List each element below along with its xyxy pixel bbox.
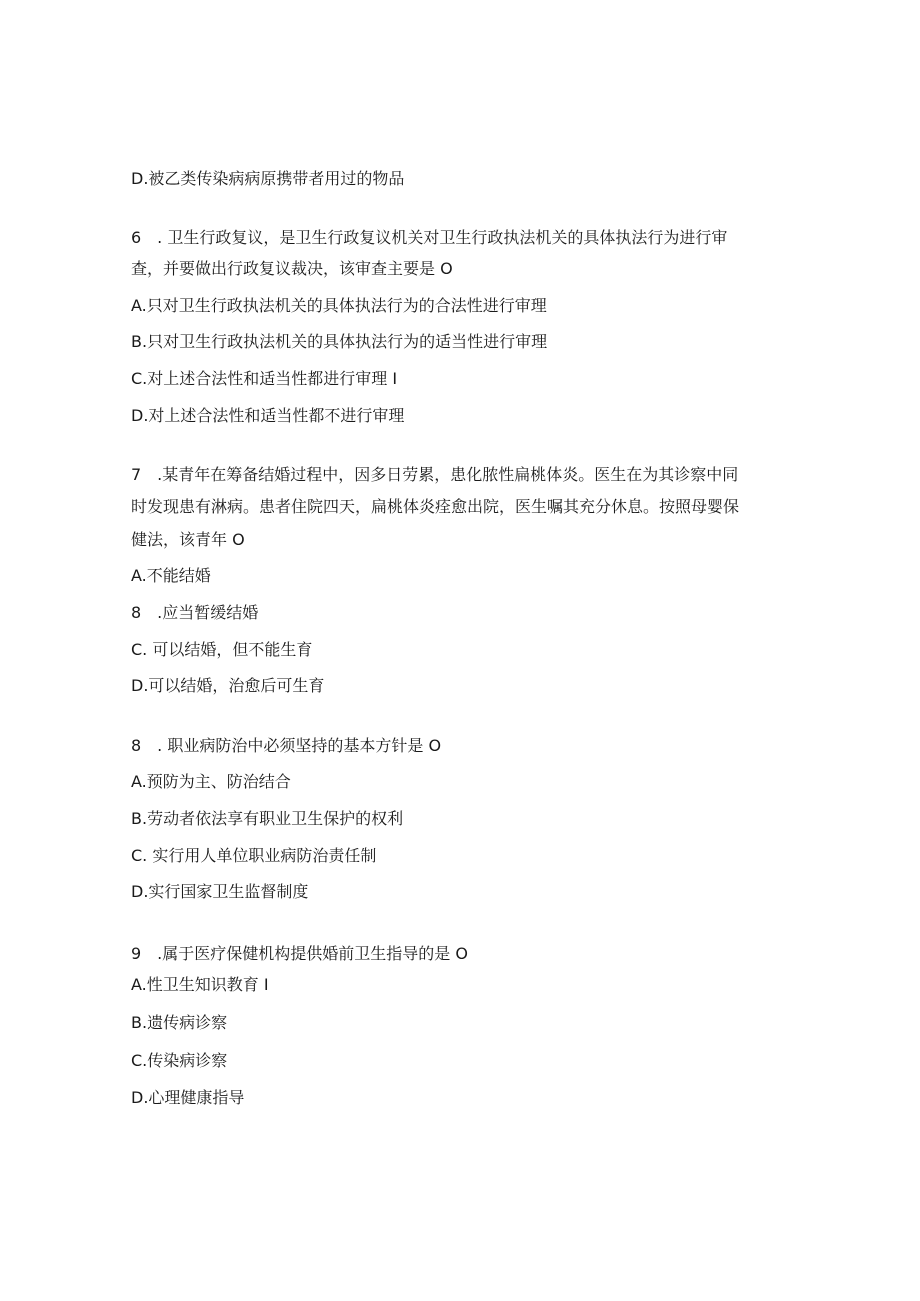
question-7-line-2: 时发现患有淋病。患者住院四天，扁桃体炎痊愈出院，医生嘱其充分休息。按照母婴保	[131, 497, 740, 516]
option-c-q6: C.对上述合法性和适当性都进行审理 I	[131, 369, 398, 388]
question-7-line-1: 7 .某青年在筹备结婚过程中，因多日劳累，患化脓性扁桃体炎。医生在为其诊察中同	[131, 465, 739, 484]
option-c-q8: C. 实行用人单位职业病防治责任制	[131, 846, 377, 865]
question-8: 8 . 职业病防治中必须坚持的基本方针是 O	[131, 736, 442, 755]
option-a-q6: A.只对卫生行政执法机关的具体执法行为的合法性进行审理	[131, 296, 547, 315]
question-6-line-1: 6 . 卫生行政复议，是卫生行政复议机关对卫生行政执法机关的具体执法行为进行审	[131, 228, 728, 247]
option-b-q8: B.劳动者依法享有职业卫生保护的权利	[131, 809, 404, 828]
question-6-line-2: 查，并要做出行政复议裁决，该审查主要是 O	[131, 259, 453, 278]
option-d-q5: D.被乙类传染病病原携带者用过的物品	[131, 169, 405, 188]
option-a-q8: A.预防为主、防治结合	[131, 772, 291, 791]
option-b-q7: 8 .应当暂缓结婚	[131, 603, 259, 622]
option-b-q6: B.只对卫生行政执法机关的具体执法行为的适当性进行审理	[131, 332, 548, 351]
option-d-q8: D.实行国家卫生监督制度	[131, 882, 309, 901]
option-d-q6: D.对上述合法性和适当性都不进行审理	[131, 406, 405, 425]
option-c-q7: C. 可以结婚，但不能生育	[131, 640, 313, 659]
option-d-q9: D.心理健康指导	[131, 1088, 245, 1107]
question-9: 9 .属于医疗保健机构提供婚前卫生指导的是 O	[131, 944, 468, 963]
option-a-q9: A.性卫生知识教育 I	[131, 975, 269, 994]
question-7-line-3: 健法，该青年 O	[131, 530, 245, 549]
option-a-q7: A.不能结婚	[131, 566, 211, 585]
option-d-q7: D.可以结婚，治愈后可生育	[131, 676, 325, 695]
option-c-q9: C.传染病诊察	[131, 1051, 228, 1070]
option-b-q9: B.遗传病诊察	[131, 1013, 228, 1032]
